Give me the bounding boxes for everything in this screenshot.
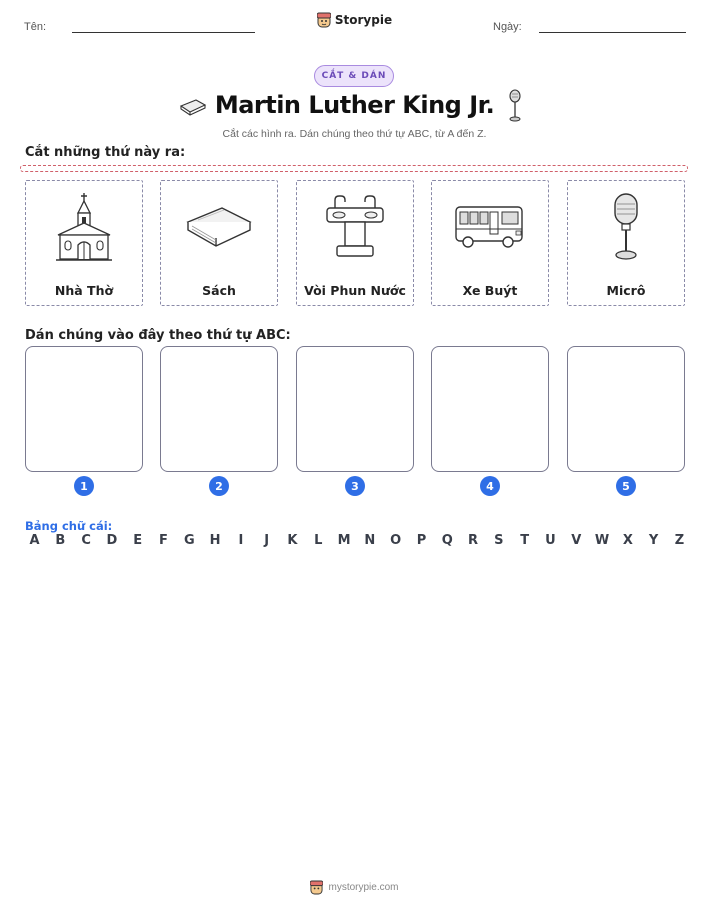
cut-section-label: Cắt những thứ này ra:	[25, 145, 186, 160]
paste-slot-2[interactable]	[160, 346, 278, 472]
microphone-icon	[609, 192, 643, 262]
bus-icon	[454, 203, 526, 251]
alphabet-letter: E	[133, 533, 143, 548]
footer-site: mystorypie.com	[328, 882, 399, 893]
alphabet-letter: M	[337, 533, 351, 548]
slot-number-badge: 5	[616, 476, 636, 496]
alphabet-letter: V	[571, 533, 582, 548]
alphabet-letter: G	[183, 533, 195, 548]
paste-slot-4[interactable]	[431, 346, 549, 472]
storypie-mascot-icon	[310, 880, 323, 895]
alphabet-letter: K	[287, 533, 298, 548]
date-label: Ngày:	[493, 21, 522, 33]
cut-card-church[interactable]	[25, 180, 143, 306]
alphabet-letter: O	[390, 533, 402, 548]
alphabet-row	[22, 533, 692, 548]
alphabet-letter: Y	[648, 533, 659, 548]
brand-logo	[0, 12, 709, 28]
alphabet-letter: W	[594, 533, 610, 548]
name-label: Tên:	[24, 21, 47, 33]
alphabet-letter: P	[416, 533, 427, 548]
alphabet-letter: U	[545, 533, 556, 548]
paste-slot-5[interactable]	[567, 346, 685, 472]
alphabet-letter: R	[468, 533, 479, 548]
activity-badge: CẮT & DÁN	[314, 65, 394, 87]
church-icon	[54, 191, 114, 263]
cut-card-label: Micrô	[606, 283, 646, 298]
brand-name: Storypie	[334, 13, 393, 27]
storypie-mascot-icon	[317, 12, 331, 28]
slot-number-badge: 3	[345, 476, 365, 496]
cut-card-label: Nhà Thờ	[54, 283, 114, 298]
name-line[interactable]	[72, 32, 255, 33]
alphabet-letter: H	[209, 533, 221, 548]
alphabet-letter: T	[520, 533, 530, 548]
date-line[interactable]	[539, 32, 686, 33]
alphabet-letter: N	[364, 533, 376, 548]
slot-number-badge: 1	[74, 476, 94, 496]
slot-number-badge: 2	[209, 476, 229, 496]
page-title: Martin Luther King Jr.	[214, 91, 495, 119]
alphabet-letter: J	[264, 533, 270, 548]
alphabet-letter: B	[55, 533, 66, 548]
paste-slot-1[interactable]	[25, 346, 143, 472]
slot-number-badge: 4	[480, 476, 500, 496]
drinking-fountain-icon	[323, 194, 387, 260]
alphabet-letter: C	[81, 533, 91, 548]
paste-slot-3[interactable]	[296, 346, 414, 472]
alphabet-letter: F	[159, 533, 168, 548]
cut-card-fountain[interactable]	[296, 180, 414, 306]
book-icon	[184, 202, 254, 252]
cut-card-bus[interactable]	[431, 180, 549, 306]
alphabet-letter: S	[494, 533, 504, 548]
alphabet-letter: A	[29, 533, 40, 548]
cut-card-book[interactable]	[160, 180, 278, 306]
alphabet-letter: Q	[441, 533, 453, 548]
cut-card-label: Xe Buýt	[462, 283, 518, 298]
alphabet-letter: L	[314, 533, 323, 548]
alphabet-label: Bảng chữ cái:	[25, 519, 113, 533]
microphone-icon	[506, 89, 524, 123]
cut-card-label: Sách	[202, 283, 236, 298]
alphabet-letter: I	[238, 533, 244, 548]
alphabet-letter: X	[622, 533, 633, 548]
cut-line	[20, 165, 688, 172]
alphabet-letter: D	[106, 533, 118, 548]
alphabet-letter: Z	[674, 533, 685, 548]
cut-card-label: Vòi Phun Nước	[304, 283, 406, 298]
footer	[0, 880, 709, 895]
paste-section-label: Dán chúng vào đây theo thứ tự ABC:	[25, 328, 291, 343]
instructions: Cắt các hình ra. Dán chúng theo thứ tự ABC, từ A đến Z.	[222, 128, 487, 140]
cut-card-microphone[interactable]	[567, 180, 685, 306]
